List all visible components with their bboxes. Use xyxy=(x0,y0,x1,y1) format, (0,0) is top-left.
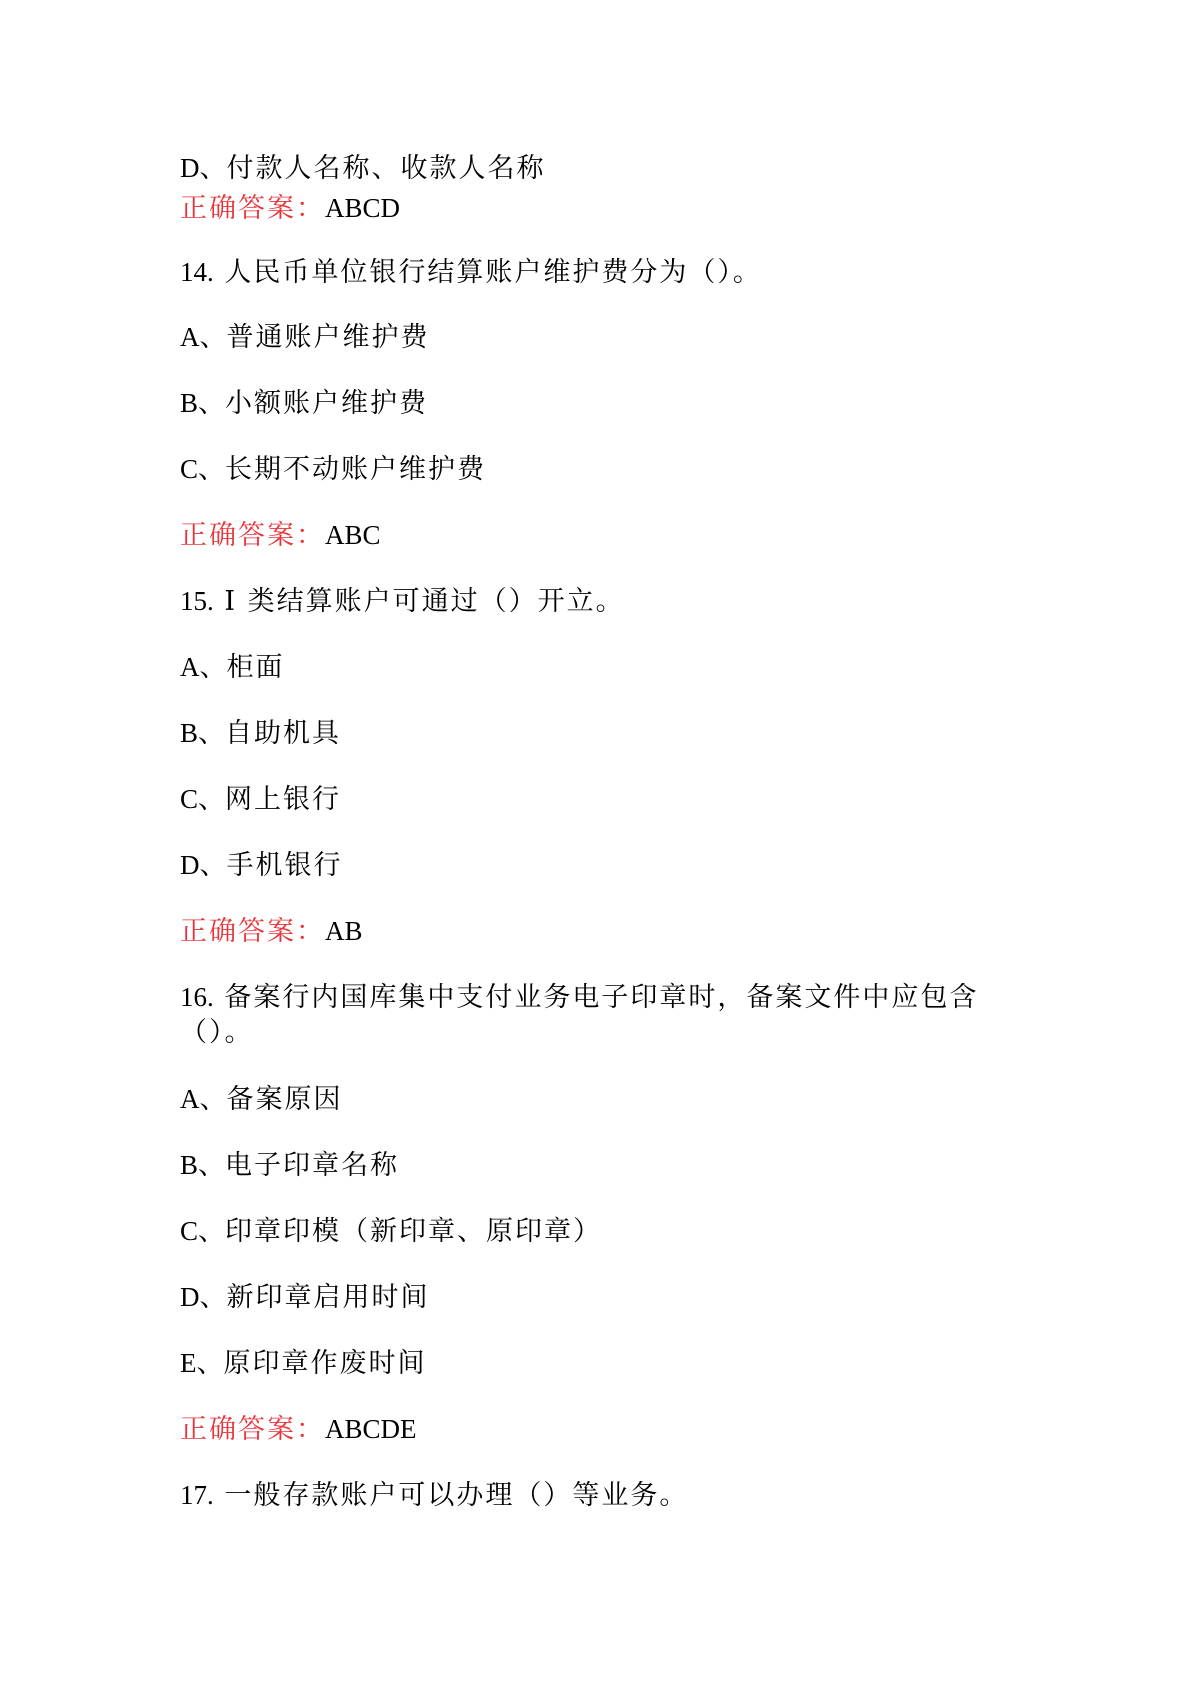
question-line xyxy=(180,1477,688,1514)
answer-line xyxy=(180,1411,417,1448)
option-letter: B、 xyxy=(180,718,226,748)
answer-label: 正确答案： xyxy=(180,1414,325,1445)
answer-value: ABC xyxy=(325,520,381,550)
answer-line xyxy=(180,913,363,950)
question-line xyxy=(180,979,978,1016)
option-text: 普通账户维护费 xyxy=(226,322,430,353)
answer-line xyxy=(180,190,400,227)
option-letter: A、 xyxy=(180,322,227,352)
question-continuation xyxy=(180,1015,254,1051)
option-letter: D、 xyxy=(180,153,227,183)
option-text: 印章印模（新印章、原印章） xyxy=(225,1216,603,1247)
question-line xyxy=(180,583,625,620)
option-letter: B、 xyxy=(180,388,226,418)
option-letter: A、 xyxy=(180,1084,227,1114)
answer-line xyxy=(180,517,381,554)
answer-label: 正确答案： xyxy=(180,520,325,551)
option-text: 原印章作废时间 xyxy=(223,1348,427,1379)
question-number: 17. xyxy=(180,1480,214,1510)
question-line xyxy=(180,254,762,291)
question-number: 15. xyxy=(180,586,214,616)
answer-label: 正确答案： xyxy=(180,193,325,224)
option-line xyxy=(180,1279,430,1316)
answer-label: 正确答案： xyxy=(180,916,325,947)
option-text: 小额账户维护费 xyxy=(225,388,429,419)
option-text: 柜面 xyxy=(226,652,285,683)
option-line xyxy=(180,1081,343,1118)
option-letter: D、 xyxy=(180,1282,227,1312)
option-letter: B、 xyxy=(180,1150,226,1180)
option-line xyxy=(180,781,341,818)
option-letter: E、 xyxy=(180,1348,224,1378)
answer-value: ABCDE xyxy=(325,1414,417,1444)
option-line xyxy=(180,385,428,422)
question-number: 16. xyxy=(180,982,214,1012)
option-text: 手机银行 xyxy=(226,850,343,881)
option-line xyxy=(180,319,430,356)
option-text: 付款人名称、收款人名称 xyxy=(226,153,546,184)
option-line xyxy=(180,1345,427,1382)
option-text: 长期不动账户维护费 xyxy=(225,454,487,485)
question-text: 备案行内国库集中支付业务电子印章时，备案文件中应包含 xyxy=(224,982,979,1013)
question-text: （）。 xyxy=(180,1017,254,1048)
option-text: 自助机具 xyxy=(225,718,342,749)
answer-value: ABCD xyxy=(325,193,401,223)
answer-value: AB xyxy=(325,916,363,946)
option-line xyxy=(180,1147,399,1184)
option-line xyxy=(180,847,343,884)
option-line xyxy=(180,451,486,488)
option-text: 电子印章名称 xyxy=(225,1150,400,1181)
option-line xyxy=(180,1213,602,1250)
question-text: 人民币单位银行结算账户维护费分为（）。 xyxy=(224,257,762,288)
question-text: I 类结算账户可通过（）开立。 xyxy=(224,586,625,617)
option-letter: C、 xyxy=(180,1216,226,1246)
option-line xyxy=(180,150,546,187)
option-letter: C、 xyxy=(180,784,226,814)
option-text: 网上银行 xyxy=(225,784,342,815)
option-letter: A、 xyxy=(180,652,227,682)
question-number: 14. xyxy=(180,257,214,287)
question-text: 一般存款账户可以办理（）等业务。 xyxy=(224,1480,689,1511)
option-letter: C、 xyxy=(180,454,226,484)
option-line xyxy=(180,649,285,686)
option-letter: D、 xyxy=(180,850,227,880)
option-text: 新印章启用时间 xyxy=(226,1282,430,1313)
option-line xyxy=(180,715,341,752)
option-text: 备案原因 xyxy=(226,1084,343,1115)
